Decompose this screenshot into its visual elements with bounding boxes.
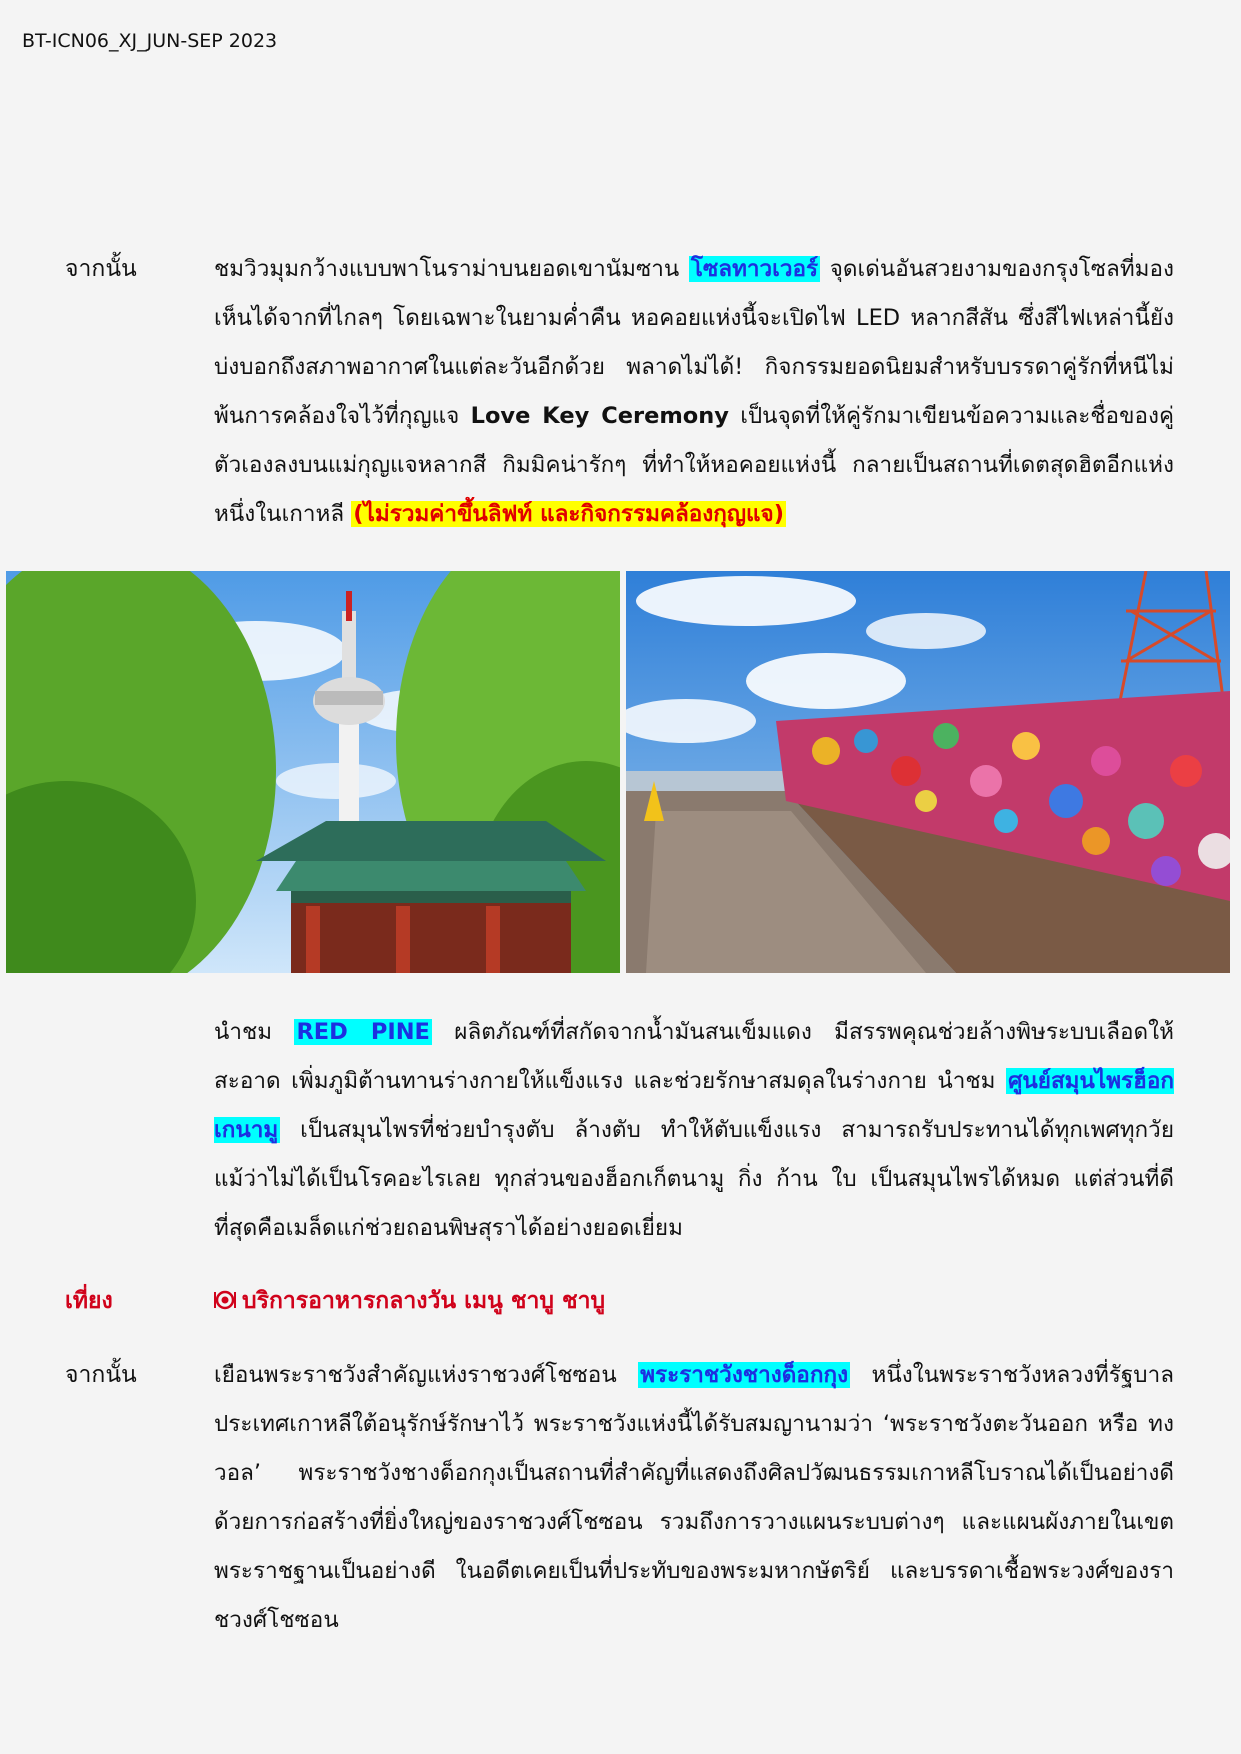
text: เยือนพระราชวังสำคัญแห่งราชวงศ์โชซอน [214,1362,639,1388]
text: เป็นจุดที่ให้คู่รักมาเขียนข้อความและชื่อของคู่ตัวเองลงบนแม่กุญแจหลากสี กิมมิคน่ารักๆ ที่ทำให้หอคอยแห่งนี้ กลายเป็นสถานที่เดตสุดฮิตอีกแห่งหนึ่งในเกาหลี [214,403,1175,527]
paragraph-changdeokgung [214,1351,1174,1645]
highlight-changdeokgung: พระราชวังชางด็อกกุง [640,1362,849,1388]
highlight-herb-center: ศูนย์สมุนไพรฮ็อกเกนามู [214,1068,1174,1143]
meal-icon [214,1280,236,1302]
paragraph-seoul-tower [214,245,1174,539]
love-key-ceremony: Love Key Ceremony [470,403,729,429]
label-lunch: เที่ยง [65,1288,113,1314]
text: ชมวิวมุมกว้างแบบพาโนราม่าบนยอดเขานัมซาน [214,256,689,282]
text: เป็นสมุนไพรที่ช่วยบำรุงตับ ล้างตับ ทำให้ตับแข็งแรง สามารถรับประทานได้ทุกเพศทุกวัย แม้ว่าไม่ได้เป็นโรคอะไรเลย ทุกส่วนของฮ็อกเก็ตนามู กิ่ง ก้าน ใบ เป็นสมุนไพรได้หมด แต่ส่วนที่ดีที่สุดคือเมล็ดแก่ช่วยถอนพิษสุราได้อย่างยอดเยี่ยม [214,1117,1174,1241]
photo-love-locks [626,571,1230,973]
text: นำชม [214,1019,295,1045]
text: จุดเด่นอันสวยงามของกรุงโซลที่มองเห็นได้จากที่ไกลๆ โดยเฉพาะในยามค่ำคืน หอคอยแห่งนี้จะเปิดไฟ LED หลากสีสัน ซึ่งสีไฟเหล่านี้ยังบ่งบอกถึงสภาพอากาศในแต่ละวันอีกด้วย พลาดไม่ได้! กิจกรรมยอดนิยมสำหรับบรรดาคู่รักที่หนีไม่พ้นการคล้องใจไว้ที่กุญแจ [214,256,1174,429]
photo-seoul-tower [6,571,620,973]
seoul-tower-image [6,571,620,973]
label-then-1: จากนั้น [65,256,137,282]
highlight-seoul-tower: โซลทาวเวอร์ [690,256,819,282]
lunch-line [214,1277,605,1326]
paragraph-red-pine [214,1008,1174,1253]
lunch-text: บริการอาหารกลางวัน เมนู ชาบู ชาบู [242,1288,606,1314]
text: หนึ่งในพระราชวังหลวงที่รัฐบาลประเทศเกาหลีใต้อนุรักษ์รักษาไว้ พระราชวังแห่งนี้ได้รับสมญานามว่า ‘พระราชวังตะวันออก หรือ ทงวอล’ พระราชวังชางด็อกกุงเป็นสถานที่สำคัญที่แสดงถึงศิลปวัฒนธรรมเกาหลีโบราณได้เป็นอย่างดี ด้วยการก่อสร้างที่ยิ่งใหญ่ของราชวงศ์โชซอน รวมถึงการวางแผนระบบต่างๆ และแผนผังภายในเขตพระราชฐานเป็นอย่างดี ในอดีตเคยเป็นที่ประทับของพระมหากษัตริย์ และบรรดาเชื้อพระวงศ์ของราชวงศ์โชซอน [214,1362,1174,1633]
document-code: BT-ICN06_XJ_JUN-SEP 2023 [22,30,278,52]
exclusion-note: (ไม่รวมค่าขึ้นลิฟท์ และกิจกรรมคล้องกุญแจ) [353,501,785,527]
label-then-2: จากนั้น [65,1362,137,1388]
text: ผลิตภัณฑ์ที่สกัดจากน้ำมันสนเข็มแดง มีสรรพคุณช่วยล้างพิษระบบเลือดให้สะอาด เพิ่มภูมิต้านทานร่างกายให้แข็งแรง และช่วยรักษาสมดุลในร่างกาย นำชม [214,1019,1174,1094]
highlight-red-pine: RED PINE [296,1019,430,1045]
love-locks-image [626,571,1230,973]
